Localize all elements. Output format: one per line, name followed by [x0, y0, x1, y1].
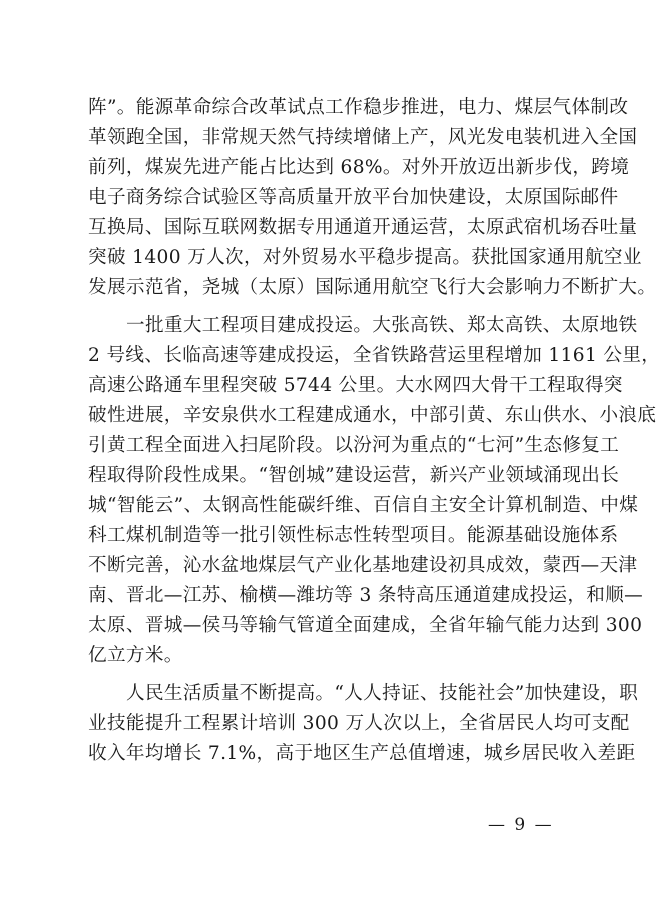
text-line: 互换局、国际互联网数据专用通道开通运营，太原武宿机场吞吐量 — [88, 217, 638, 238]
text-line: 科工煤机制造等一批引领性标志性转型项目。能源基础设施体系 — [88, 525, 619, 546]
text-line: 破性进展，辛安泉供水工程建成通水，中部引黄、东山供水、小浪底 — [88, 405, 657, 426]
text-line: 业技能提升工程累计培训 300 万人次以上，全省居民人均可支配 — [88, 713, 630, 734]
text-line: 发展示范省，尧城（太原）国际通用航空飞行大会影响力不断扩大。 — [88, 277, 657, 298]
paragraph-energy-reform — [88, 93, 657, 303]
text-line: 太原、晋城—侯马等输气管道全面建成，全省年输气能力达到 300 — [88, 615, 643, 636]
text-line: 引黄工程全面进入扫尾阶段。以汾河为重点的“七河”生态修复工 — [88, 435, 620, 456]
text-line: 高速公路通车里程突破 5744 公里。大水网四大骨干工程取得突 — [88, 375, 623, 396]
body-text — [88, 93, 660, 769]
page-number: — 9 — — [488, 815, 554, 835]
text-line: 亿立方米。 — [88, 645, 183, 666]
paragraph-major-projects — [88, 311, 660, 671]
text-line: 南、晋北—江苏、榆横—潍坊等 3 条特高压通道建成投运，和顺— — [88, 585, 644, 606]
paragraph-living-standards — [88, 679, 639, 769]
text-line: 收入年均增长 7.1%，高于地区生产总值增速，城乡居民收入差距 — [88, 743, 636, 764]
text-line: 阵”。能源革命综合改革试点工作稳步推进，电力、煤层气体制改 — [88, 97, 629, 118]
text-line: 2 号线、长临高速等建成投运，全省铁路营运里程增加 1161 公里， — [88, 345, 660, 366]
text-line: 人民生活质量不断提高。“人人持证、技能社会”加快建设，职 — [126, 683, 639, 704]
text-line: 电子商务综合试验区等高质量开放平台加快建设，太原国际邮件 — [88, 187, 619, 208]
text-line: 前列，煤炭先进产能占比达到 68%。对外开放迈出新步伐，跨境 — [88, 157, 630, 178]
text-line: 革领跑全国，非常规天然气持续增储上产，风光发电装机进入全国 — [88, 127, 638, 148]
text-line: 一批重大工程项目建成投运。大张高铁、郑太高铁、太原地铁 — [126, 315, 638, 336]
text-line: 突破 1400 万人次，对外贸易水平稳步提高。获批国家通用航空业 — [88, 247, 642, 268]
text-line: 城“智能云”、太钢高性能碳纤维、百信自主安全计算机制造、中煤 — [88, 495, 639, 516]
text-line: 程取得阶段性成果。“智创城”建设运营，新兴产业领域涌现出长 — [88, 465, 620, 486]
text-line: 不断完善，沁水盆地煤层气产业化基地建设初具成效，蒙西—天津 — [88, 555, 638, 576]
